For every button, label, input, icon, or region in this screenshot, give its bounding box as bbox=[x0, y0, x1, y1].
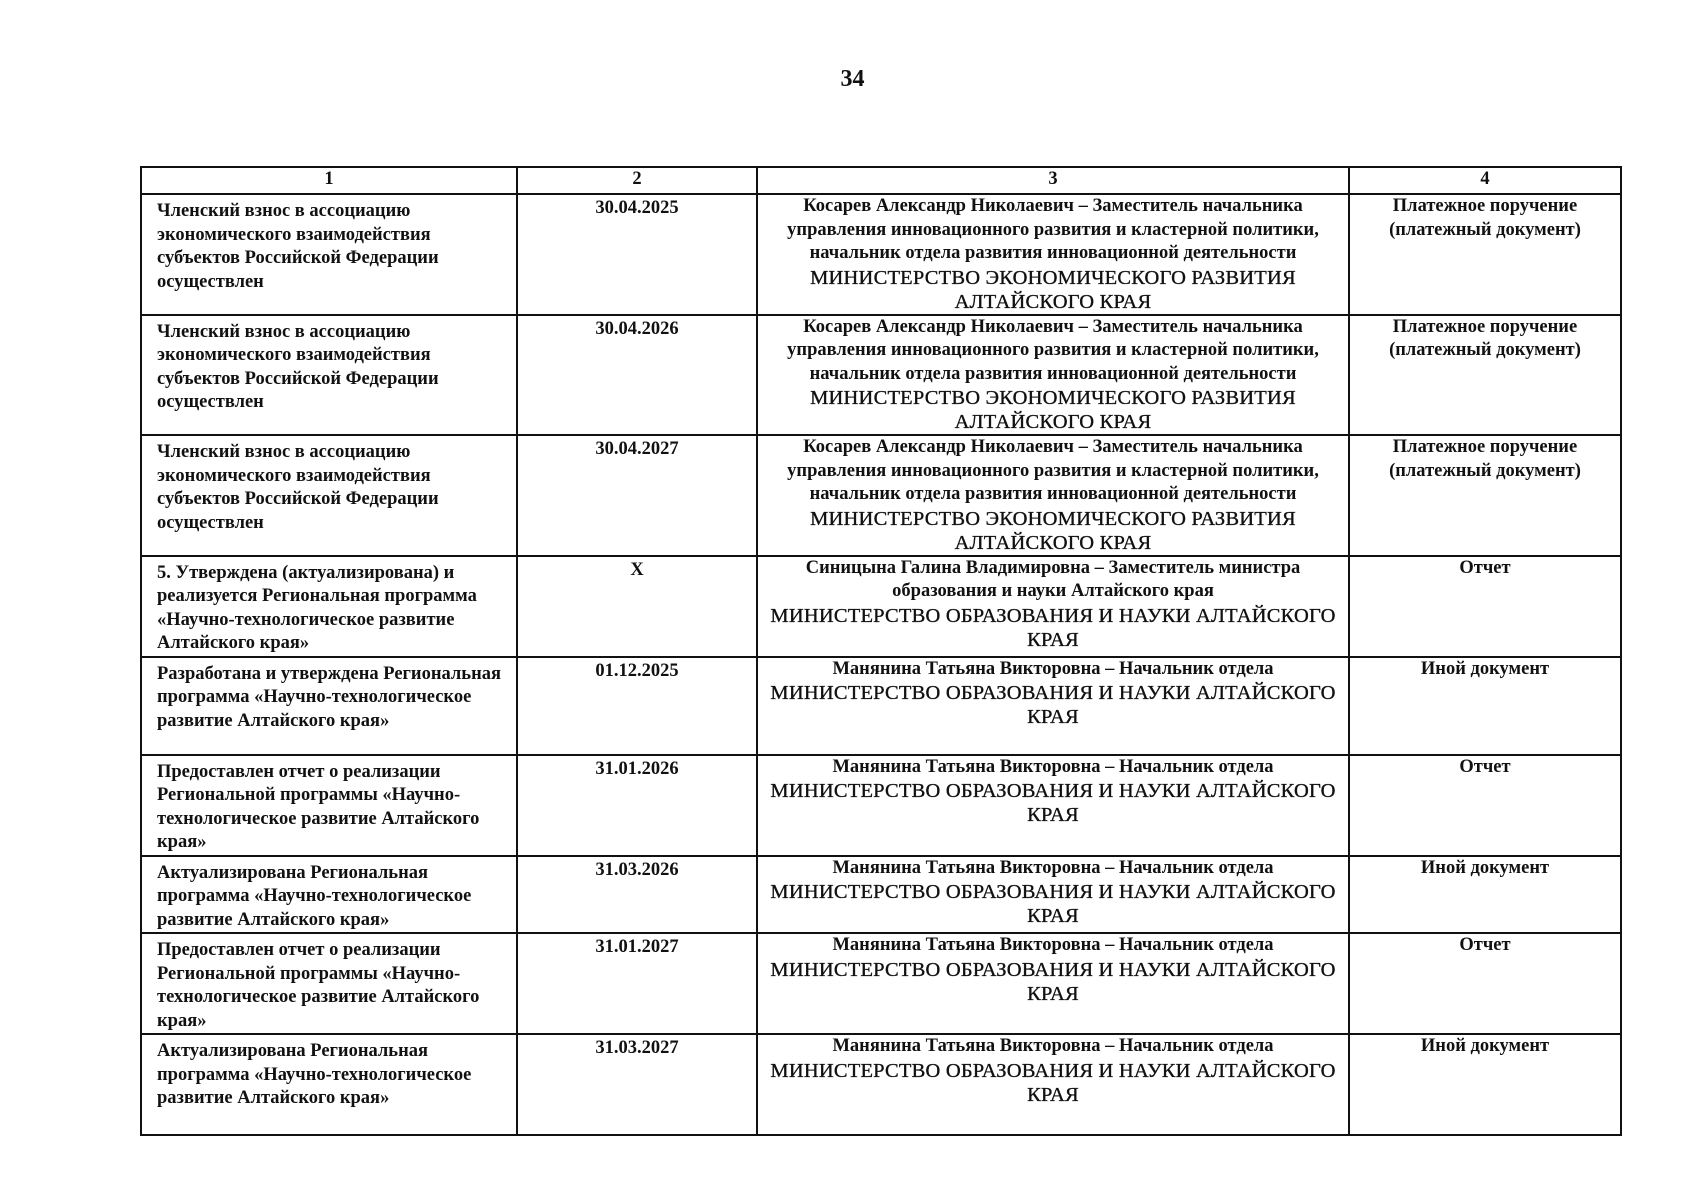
responsible-organization: МИНИСТЕРСТВО ОБРАЗОВАНИЯ И НАУКИ АЛТАЙСКОГО КРАЯ bbox=[770, 881, 1336, 927]
responsible-organization: МИНИСТЕРСТВО ОБРАЗОВАНИЯ И НАУКИ АЛТАЙСКОГО КРАЯ bbox=[770, 604, 1336, 651]
responsible-organization: МИНИСТЕРСТВО ОБРАЗОВАНИЯ И НАУКИ АЛТАЙСКОГО КРАЯ bbox=[770, 780, 1336, 826]
column-header-1: 1 bbox=[141, 167, 517, 194]
responsible-cell bbox=[757, 315, 1349, 436]
responsible-person: Синицына Галина Владимировна – Заместитель министра образования и науки Алтайского края bbox=[805, 557, 1301, 601]
event-name-cell: Членский взнос в ассоциацию экономического взаимодействия субъектов Российской Федерации осуществлен bbox=[141, 315, 517, 436]
document-type: Иной документ bbox=[1420, 857, 1550, 878]
document-cell bbox=[1349, 933, 1621, 1034]
responsible-person: Манянина Татьяна Викторовна – Начальник отдела bbox=[832, 756, 1274, 777]
document-type: Отчет bbox=[1459, 935, 1511, 955]
document-type: Иной документ bbox=[1420, 1036, 1550, 1056]
deadline-cell: X bbox=[517, 556, 757, 657]
column-header-2: 2 bbox=[517, 167, 757, 194]
document-type: Иной документ bbox=[1420, 658, 1550, 679]
document-type: Платежное поручение (платежный документ) bbox=[1389, 316, 1581, 360]
event-name-cell: Членский взнос в ассоциацию экономического взаимодействия субъектов Российской Федерации осуществлен bbox=[141, 194, 517, 315]
table-row bbox=[141, 315, 1621, 436]
deadline-cell: 30.04.2026 bbox=[517, 315, 757, 436]
table-row bbox=[141, 657, 1621, 755]
event-name-cell: Актуализирована Региональная программа «Научно-технологическое развитие Алтайского края» bbox=[141, 1034, 517, 1135]
responsible-organization: МИНИСТЕРСТВО ОБРАЗОВАНИЯ И НАУКИ АЛТАЙСКОГО КРАЯ bbox=[770, 682, 1336, 728]
responsible-cell bbox=[757, 856, 1349, 934]
event-name-cell: Предоставлен отчет о реализации Региональной программы «Научно-технологическое развитие Алтайского края» bbox=[141, 755, 517, 856]
responsible-cell bbox=[757, 194, 1349, 315]
document-cell bbox=[1349, 315, 1621, 436]
responsible-person: Косарев Александр Николаевич – Заместитель начальника управления инновационного развития и кластерной политики, начальник отдела развития инновационной деятельности bbox=[787, 196, 1319, 263]
table-row bbox=[141, 856, 1621, 934]
plan-table bbox=[140, 166, 1622, 1136]
deadline-cell: 31.03.2026 bbox=[517, 856, 757, 934]
document-cell bbox=[1349, 194, 1621, 315]
responsible-person: Косарев Александр Николаевич – Заместитель начальника управления инновационного развития и кластерной политики, начальник отдела развития инновационной деятельности bbox=[787, 316, 1319, 384]
responsible-cell bbox=[757, 755, 1349, 856]
document-cell bbox=[1349, 755, 1621, 856]
document-cell bbox=[1349, 657, 1621, 755]
responsible-organization: МИНИСТЕРСТВО ОБРАЗОВАНИЯ И НАУКИ АЛТАЙСКОГО КРАЯ bbox=[770, 1059, 1336, 1106]
document-cell bbox=[1349, 435, 1621, 556]
deadline-cell: 30.04.2027 bbox=[517, 435, 757, 556]
document-cell bbox=[1349, 556, 1621, 657]
event-name-cell: Предоставлен отчет о реализации Региональной программы «Научно-технологическое развитие Алтайского края» bbox=[141, 933, 517, 1034]
table-row bbox=[141, 435, 1621, 556]
responsible-person: Манянина Татьяна Викторовна – Начальник отдела bbox=[832, 658, 1274, 679]
table-row bbox=[141, 556, 1621, 657]
document-type: Отчет bbox=[1459, 557, 1511, 578]
responsible-person: Манянина Татьяна Викторовна – Начальник отдела bbox=[832, 1036, 1274, 1056]
column-header-4: 4 bbox=[1349, 167, 1621, 194]
responsible-organization: МИНИСТЕРСТВО ЭКОНОМИЧЕСКОГО РАЗВИТИЯ АЛТАЙСКОГО КРАЯ bbox=[810, 507, 1296, 554]
responsible-cell bbox=[757, 435, 1349, 556]
table-row bbox=[141, 194, 1621, 315]
deadline-cell: 31.03.2027 bbox=[517, 1034, 757, 1135]
responsible-person: Манянина Татьяна Викторовна – Начальник отдела bbox=[832, 857, 1274, 878]
document-cell bbox=[1349, 856, 1621, 934]
deadline-cell: 01.12.2025 bbox=[517, 657, 757, 755]
column-header-3: 3 bbox=[757, 167, 1349, 194]
responsible-organization: МИНИСТЕРСТВО ОБРАЗОВАНИЯ И НАУКИ АЛТАЙСКОГО КРАЯ bbox=[770, 958, 1336, 1005]
responsible-organization: МИНИСТЕРСТВО ЭКОНОМИЧЕСКОГО РАЗВИТИЯ АЛТАЙСКОГО КРАЯ bbox=[810, 387, 1296, 433]
table-row bbox=[141, 1034, 1621, 1135]
deadline-cell: 31.01.2026 bbox=[517, 755, 757, 856]
document-type: Отчет bbox=[1459, 756, 1511, 777]
document-type: Платежное поручение (платежный документ) bbox=[1389, 437, 1581, 481]
event-name-cell: Разработана и утверждена Региональная программа «Научно-технологическое развитие Алтайского края» bbox=[141, 657, 517, 755]
page-number: 34 bbox=[840, 66, 865, 92]
responsible-cell bbox=[757, 556, 1349, 657]
table-row bbox=[141, 933, 1621, 1034]
deadline-cell: 30.04.2025 bbox=[517, 194, 757, 315]
responsible-cell bbox=[757, 1034, 1349, 1135]
table-row bbox=[141, 755, 1621, 856]
table-header-row bbox=[141, 167, 1621, 194]
event-name-cell: 5. Утверждена (актуализирована) и реализуется Региональная программа «Научно-технологическое развитие Алтайского края» bbox=[141, 556, 517, 657]
event-name-cell: Актуализирована Региональная программа «Научно-технологическое развитие Алтайского края» bbox=[141, 856, 517, 934]
responsible-cell bbox=[757, 933, 1349, 1034]
deadline-cell: 31.01.2027 bbox=[517, 933, 757, 1034]
responsible-person: Косарев Александр Николаевич – Заместитель начальника управления инновационного развития и кластерной политики, начальник отдела развития инновационной деятельности bbox=[787, 437, 1319, 504]
document-cell bbox=[1349, 1034, 1621, 1135]
responsible-organization: МИНИСТЕРСТВО ЭКОНОМИЧЕСКОГО РАЗВИТИЯ АЛТАЙСКОГО КРАЯ bbox=[810, 266, 1296, 313]
responsible-person: Манянина Татьяна Викторовна – Начальник отдела bbox=[832, 935, 1274, 955]
event-name-cell: Членский взнос в ассоциацию экономического взаимодействия субъектов Российской Федерации осуществлен bbox=[141, 435, 517, 556]
document-type: Платежное поручение (платежный документ) bbox=[1389, 196, 1581, 240]
responsible-cell bbox=[757, 657, 1349, 755]
